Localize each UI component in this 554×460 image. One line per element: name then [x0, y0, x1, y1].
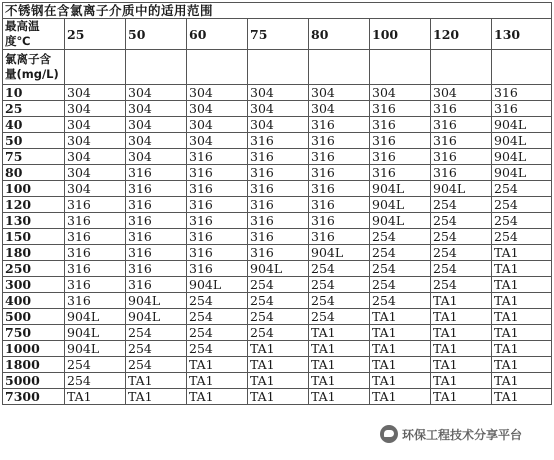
steel-grade-cell: 904L	[492, 133, 552, 149]
table-row	[3, 229, 552, 245]
chloride-value-cell: 1800	[3, 357, 65, 373]
steel-grade-cell: TA1	[248, 389, 309, 405]
steel-grade-cell: TA1	[492, 261, 552, 277]
steel-grade-cell: 304	[187, 101, 248, 117]
steel-grade-cell: TA1	[431, 293, 492, 309]
steel-grade-cell: 304	[431, 85, 492, 101]
steel-grade-cell: 316	[126, 261, 187, 277]
steel-grade-cell: TA1	[431, 389, 492, 405]
table-row	[3, 341, 552, 357]
chloride-value-cell: 1000	[3, 341, 65, 357]
steel-grade-cell: 316	[248, 181, 309, 197]
steel-grade-cell: 316	[126, 229, 187, 245]
steel-grade-cell: 316	[309, 133, 370, 149]
steel-grade-cell: 304	[370, 85, 431, 101]
steel-grade-cell: 304	[126, 85, 187, 101]
chloride-value-cell: 40	[3, 117, 65, 133]
steel-grade-cell: 316	[65, 277, 126, 293]
steel-grade-cell: 254	[492, 181, 552, 197]
steel-grade-cell: 316	[126, 245, 187, 261]
steel-grade-cell: TA1	[370, 373, 431, 389]
chloride-value-cell: 5000	[3, 373, 65, 389]
steel-grade-cell: 254	[187, 309, 248, 325]
steel-grade-cell: 904L	[370, 181, 431, 197]
steel-grade-cell: 316	[309, 117, 370, 133]
watermark	[378, 424, 524, 444]
steel-grade-cell: TA1	[370, 389, 431, 405]
steel-grade-cell: 304	[248, 101, 309, 117]
steel-grade-cell: TA1	[492, 325, 552, 341]
steel-grade-cell: 316	[65, 293, 126, 309]
steel-grade-cell: 304	[126, 117, 187, 133]
chloride-header-row	[3, 50, 552, 85]
table-row	[3, 357, 552, 373]
chloride-value-cell: 250	[3, 261, 65, 277]
steel-grade-cell: 254	[248, 293, 309, 309]
chloride-value-cell: 400	[3, 293, 65, 309]
steel-grade-cell: 316	[65, 213, 126, 229]
steel-grade-cell: 304	[126, 149, 187, 165]
temperature-header-row	[3, 19, 552, 50]
table-row	[3, 117, 552, 133]
steel-grade-cell: 316	[187, 165, 248, 181]
steel-grade-cell: TA1	[431, 357, 492, 373]
table-row	[3, 245, 552, 261]
steel-grade-cell: TA1	[431, 373, 492, 389]
steel-grade-cell: TA1	[187, 389, 248, 405]
empty-cell	[492, 50, 552, 85]
steel-grade-cell: TA1	[187, 357, 248, 373]
steel-grade-cell: 254	[248, 309, 309, 325]
table-row	[3, 309, 552, 325]
steel-grade-cell: 316	[187, 181, 248, 197]
steel-grade-cell: 316	[248, 229, 309, 245]
temp-header-cell: 75	[248, 19, 309, 50]
steel-grade-cell: TA1	[492, 245, 552, 261]
steel-grade-cell: 254	[65, 373, 126, 389]
steel-grade-cell: 304	[309, 85, 370, 101]
chloride-value-cell: 75	[3, 149, 65, 165]
table-title: 不锈钢在含氯离子介质中的适用范围	[3, 3, 552, 19]
steel-grade-cell: 316	[248, 149, 309, 165]
steel-grade-cell: 316	[126, 165, 187, 181]
table-row	[3, 133, 552, 149]
empty-cell	[248, 50, 309, 85]
steel-grade-cell: 254	[431, 277, 492, 293]
empty-cell	[431, 50, 492, 85]
steel-grade-cell: TA1	[248, 341, 309, 357]
steel-grade-cell: 304	[187, 117, 248, 133]
steel-grade-cell: 316	[309, 165, 370, 181]
steel-grade-cell: 316	[65, 197, 126, 213]
steel-grade-cell: 316	[370, 117, 431, 133]
steel-grade-cell: TA1	[370, 357, 431, 373]
stainless-steel-table	[2, 2, 552, 405]
steel-grade-cell: 304	[65, 133, 126, 149]
empty-cell	[187, 50, 248, 85]
chloride-value-cell: 7300	[3, 389, 65, 405]
steel-grade-cell: 316	[370, 149, 431, 165]
steel-grade-cell: 254	[492, 197, 552, 213]
steel-grade-cell: 316	[309, 181, 370, 197]
empty-cell	[126, 50, 187, 85]
table-row	[3, 277, 552, 293]
steel-grade-cell: 316	[492, 85, 552, 101]
steel-grade-cell: 304	[126, 101, 187, 117]
steel-grade-cell: TA1	[492, 277, 552, 293]
steel-grade-cell: 254	[126, 357, 187, 373]
chloride-label: 氯离子含量(mg/L)	[3, 50, 65, 85]
steel-grade-cell: TA1	[126, 373, 187, 389]
steel-grade-cell: 254	[187, 325, 248, 341]
steel-grade-cell: TA1	[248, 357, 309, 373]
steel-grade-cell: 254	[187, 293, 248, 309]
steel-grade-cell: 304	[65, 149, 126, 165]
steel-grade-cell: 316	[370, 101, 431, 117]
chloride-value-cell: 80	[3, 165, 65, 181]
steel-grade-cell: TA1	[309, 325, 370, 341]
steel-grade-cell: 254	[431, 213, 492, 229]
table-row	[3, 325, 552, 341]
steel-grade-cell: 254	[431, 197, 492, 213]
steel-grade-cell: TA1	[492, 309, 552, 325]
steel-grade-cell: TA1	[431, 325, 492, 341]
steel-grade-cell: 304	[248, 117, 309, 133]
steel-grade-cell: 904L	[431, 181, 492, 197]
steel-grade-cell: 316	[309, 197, 370, 213]
steel-grade-cell: 316	[187, 213, 248, 229]
steel-grade-cell: 254	[370, 245, 431, 261]
steel-grade-cell: 316	[187, 245, 248, 261]
steel-grade-cell: 904L	[65, 325, 126, 341]
steel-grade-cell: 316	[431, 117, 492, 133]
steel-grade-cell: 316	[65, 261, 126, 277]
steel-grade-cell: 904L	[248, 261, 309, 277]
table-row	[3, 149, 552, 165]
temp-header-cell: 50	[126, 19, 187, 50]
steel-grade-cell: TA1	[431, 341, 492, 357]
chloride-value-cell: 100	[3, 181, 65, 197]
steel-grade-cell: 254	[370, 277, 431, 293]
steel-grade-cell: 316	[126, 197, 187, 213]
steel-grade-cell: TA1	[492, 389, 552, 405]
temp-header-cell: 120	[431, 19, 492, 50]
temp-header-cell: 60	[187, 19, 248, 50]
table-row	[3, 389, 552, 405]
steel-grade-cell: 254	[370, 293, 431, 309]
steel-grade-cell: 316	[65, 245, 126, 261]
steel-grade-cell: 316	[431, 165, 492, 181]
steel-grade-cell: 316	[126, 213, 187, 229]
steel-grade-cell: TA1	[126, 389, 187, 405]
chloride-value-cell: 300	[3, 277, 65, 293]
steel-grade-cell: 316	[126, 277, 187, 293]
steel-grade-cell: 254	[187, 341, 248, 357]
chloride-value-cell: 120	[3, 197, 65, 213]
steel-grade-cell: 904L	[126, 293, 187, 309]
table-body	[3, 85, 552, 405]
steel-grade-cell: 316	[431, 133, 492, 149]
table-row	[3, 213, 552, 229]
steel-grade-cell: 316	[248, 197, 309, 213]
table-row	[3, 101, 552, 117]
steel-grade-cell: 316	[370, 133, 431, 149]
steel-grade-cell: 254	[492, 213, 552, 229]
steel-grade-cell: 904L	[370, 197, 431, 213]
empty-cell	[65, 50, 126, 85]
temp-header-cell: 25	[65, 19, 126, 50]
steel-grade-cell: TA1	[309, 357, 370, 373]
steel-grade-cell: 254	[248, 325, 309, 341]
steel-grade-cell: 254	[431, 261, 492, 277]
steel-grade-cell: 304	[65, 165, 126, 181]
steel-grade-cell: 304	[65, 117, 126, 133]
steel-grade-cell: 904L	[126, 309, 187, 325]
steel-grade-cell: 904L	[492, 165, 552, 181]
temp-header-cell: 100	[370, 19, 431, 50]
steel-grade-cell: TA1	[492, 373, 552, 389]
steel-grade-cell: 904L	[309, 245, 370, 261]
steel-grade-cell: 254	[126, 341, 187, 357]
steel-grade-cell: TA1	[187, 373, 248, 389]
empty-cell	[370, 50, 431, 85]
chloride-value-cell: 25	[3, 101, 65, 117]
steel-grade-cell: 254	[309, 309, 370, 325]
chloride-value-cell: 10	[3, 85, 65, 101]
steel-grade-cell: TA1	[492, 341, 552, 357]
steel-grade-cell: 904L	[65, 309, 126, 325]
table-row	[3, 181, 552, 197]
steel-grade-cell: 254	[248, 277, 309, 293]
chloride-value-cell: 130	[3, 213, 65, 229]
wechat-icon	[380, 425, 398, 443]
steel-grade-cell: TA1	[492, 357, 552, 373]
steel-grade-cell: 316	[248, 245, 309, 261]
steel-grade-cell: TA1	[65, 389, 126, 405]
steel-grade-cell: 904L	[370, 213, 431, 229]
steel-grade-cell: 316	[187, 229, 248, 245]
steel-grade-cell: 904L	[492, 149, 552, 165]
steel-grade-cell: 316	[126, 181, 187, 197]
steel-grade-cell: 304	[309, 101, 370, 117]
chloride-value-cell: 50	[3, 133, 65, 149]
steel-grade-cell: 254	[126, 325, 187, 341]
steel-grade-cell: 316	[248, 165, 309, 181]
steel-grade-cell: TA1	[248, 373, 309, 389]
steel-grade-cell: TA1	[370, 309, 431, 325]
steel-grade-cell: 254	[309, 277, 370, 293]
steel-grade-cell: 316	[248, 133, 309, 149]
steel-grade-cell: 254	[370, 261, 431, 277]
chloride-value-cell: 750	[3, 325, 65, 341]
table-row	[3, 373, 552, 389]
steel-grade-cell: TA1	[309, 373, 370, 389]
steel-grade-cell: 304	[65, 181, 126, 197]
empty-cell	[309, 50, 370, 85]
steel-grade-cell: 254	[370, 229, 431, 245]
table-row	[3, 261, 552, 277]
steel-grade-cell: 316	[248, 213, 309, 229]
steel-grade-cell: 316	[492, 101, 552, 117]
steel-grade-cell: TA1	[431, 309, 492, 325]
steel-grade-cell: 254	[492, 229, 552, 245]
steel-grade-cell: 304	[65, 85, 126, 101]
steel-grade-cell: 904L	[187, 277, 248, 293]
watermark-text: 环保工程技术分享平台	[402, 427, 523, 442]
steel-grade-cell: 254	[65, 357, 126, 373]
steel-grade-cell: TA1	[370, 325, 431, 341]
steel-grade-cell: 316	[431, 101, 492, 117]
steel-grade-cell: 904L	[492, 117, 552, 133]
steel-grade-cell: 316	[309, 149, 370, 165]
temperature-label: 最高温度℃	[3, 19, 65, 50]
steel-grade-cell: 254	[431, 229, 492, 245]
steel-grade-cell: TA1	[309, 389, 370, 405]
table-row	[3, 293, 552, 309]
steel-grade-cell: 316	[65, 229, 126, 245]
steel-grade-cell: 316	[187, 261, 248, 277]
steel-grade-cell: TA1	[309, 341, 370, 357]
chloride-value-cell: 180	[3, 245, 65, 261]
temp-header-cell: 80	[309, 19, 370, 50]
steel-grade-cell: 304	[187, 85, 248, 101]
chloride-value-cell: 500	[3, 309, 65, 325]
steel-grade-cell: TA1	[492, 293, 552, 309]
steel-grade-cell: 254	[309, 293, 370, 309]
steel-grade-cell: 316	[309, 229, 370, 245]
steel-grade-cell: 254	[309, 261, 370, 277]
steel-grade-cell: 254	[431, 245, 492, 261]
steel-grade-cell: 304	[248, 85, 309, 101]
steel-grade-cell: 304	[187, 133, 248, 149]
steel-grade-cell: 304	[126, 133, 187, 149]
steel-grade-cell: 904L	[65, 341, 126, 357]
steel-grade-cell: 316	[187, 197, 248, 213]
steel-grade-cell: 316	[187, 149, 248, 165]
chloride-value-cell: 150	[3, 229, 65, 245]
steel-grade-cell: TA1	[370, 341, 431, 357]
steel-grade-cell: 316	[370, 165, 431, 181]
steel-grade-cell: 316	[431, 149, 492, 165]
steel-grade-cell: 304	[65, 101, 126, 117]
table-row	[3, 85, 552, 101]
table-row	[3, 165, 552, 181]
temp-header-cell: 130	[492, 19, 552, 50]
steel-grade-cell: 316	[309, 213, 370, 229]
table-row	[3, 197, 552, 213]
